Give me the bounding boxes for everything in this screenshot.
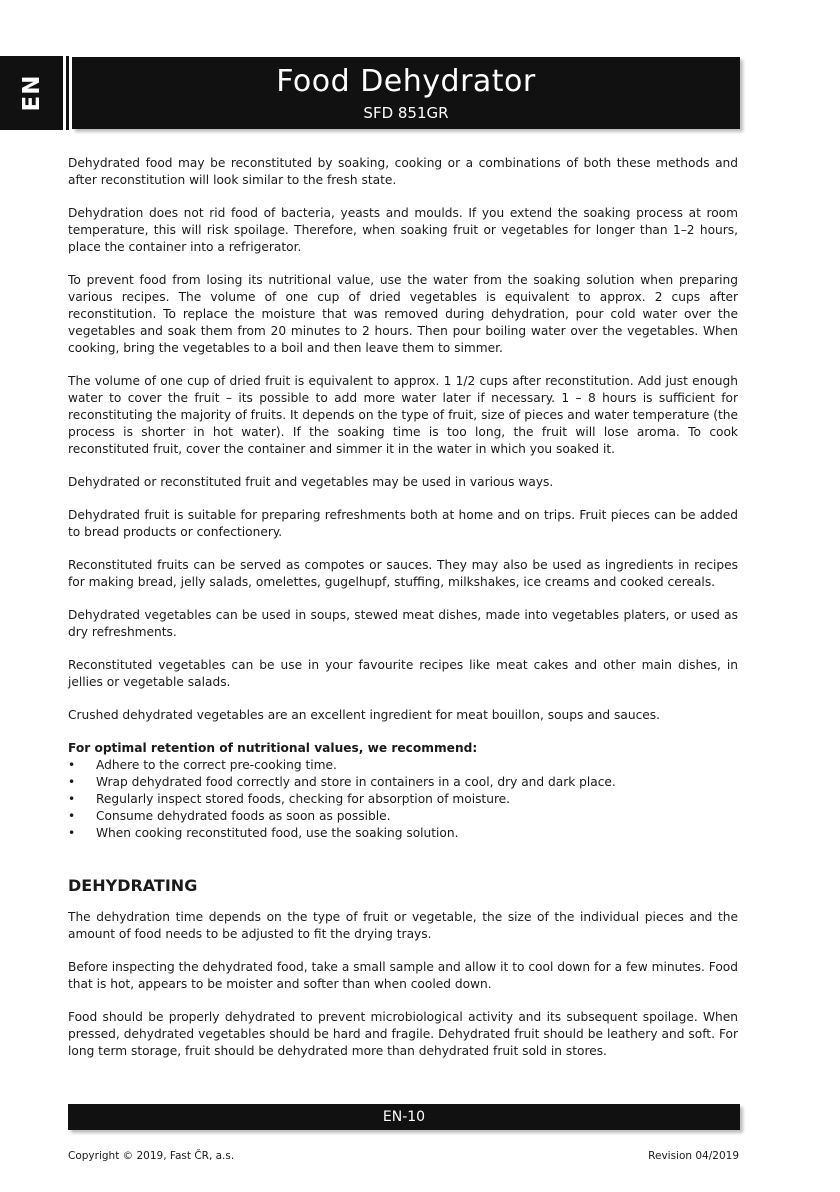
copyright-text: Copyright © 2019, Fast ČR, a.s. <box>68 1150 235 1162</box>
bullet-icon: • <box>68 826 76 840</box>
paragraph: Dehydrated food may be reconstituted by soaking, cooking or a combinations of both these methods and after reconstitution will look similar to the fresh state. <box>68 156 738 187</box>
header-divider <box>66 56 69 130</box>
bullet-icon: • <box>68 758 76 772</box>
section-heading: DEHYDRATING <box>68 876 198 895</box>
recommend-heading: For optimal retention of nutritional values, we recommend: <box>68 741 478 755</box>
page-number-bar <box>68 1104 740 1130</box>
language-tab <box>0 56 63 130</box>
list-item <box>68 791 738 808</box>
paragraph: Reconstituted vegetables can be use in your favourite recipes like meat cakes and other main dishes, in jellies or vegetable salads. <box>68 658 738 689</box>
list-item <box>68 808 738 825</box>
recommend-list <box>68 757 738 842</box>
language-label: EN <box>18 74 45 112</box>
bullet-icon: • <box>68 792 76 806</box>
paragraph: Dehydrated or reconstituted fruit and vegetables may be used in various ways. <box>68 475 554 489</box>
paragraph: Food should be properly dehydrated to prevent microbiological activity and its subsequent spoilage. When pressed, dehydrated vegetables should be hard and fragile. Dehydrated fruit should be leathery and soft. For long term storage, fruit should be dehydrated more than dehydrated fruit sold in stores. <box>68 1010 738 1058</box>
revision-text: Revision 04/2019 <box>648 1150 739 1162</box>
list-item <box>68 825 738 842</box>
paragraph: Before inspecting the dehydrated food, take a small sample and allow it to cool down for a few minutes. Food that is hot, appears to be moister and softer than when cooled down. <box>68 960 738 991</box>
model-number: SFD 851GR <box>363 104 449 122</box>
page-number: EN-10 <box>382 1109 426 1125</box>
bullet-icon: • <box>68 809 76 823</box>
paragraph: Dehydrated fruit is suitable for preparing refreshments both at home and on trips. Fruit pieces can be added to bread products or confectionery. <box>68 508 738 539</box>
list-item-text: Wrap dehydrated food correctly and store in containers in a cool, dry and dark place. <box>96 775 616 789</box>
document-title: Food Dehydrator <box>276 64 536 99</box>
main-content <box>68 155 738 1076</box>
paragraph: The volume of one cup of dried fruit is equivalent to approx. 1 1/2 cups after reconstitution. Add just enough water to cover the fruit – its possible to add more water later if necessary. 1 – 8 hours is sufficient for reconstituting the majority of fruits. It depends on the type of fruit, size of pieces and water temperature (the process is shorter in hot water). If the soaking time is too long, the fruit will lose aroma. To cook reconstituted fruit, cover the container and simmer it in the water in which you soaked it. <box>68 374 738 456</box>
paragraph: Dehydrated vegetables can be used in soups, stewed meat dishes, made into vegetables platers, or used as dry refreshments. <box>68 608 738 639</box>
list-item-text: When cooking reconstituted food, use the soaking solution. <box>96 826 459 840</box>
list-item <box>68 774 738 791</box>
bullet-icon: • <box>68 775 76 789</box>
list-item-text: Adhere to the correct pre-cooking time. <box>96 758 337 772</box>
paragraph: Reconstituted fruits can be served as compotes or sauces. They may also be used as ingredients in recipes for making bread, jelly salads, omelettes, gugelhupf, stuffing, milkshakes, ice creams and cooked cereals. <box>68 558 738 589</box>
paragraph: Crushed dehydrated vegetables are an excellent ingredient for meat bouillon, soups and sauces. <box>68 708 660 722</box>
paragraph: The dehydration time depends on the type of fruit or vegetable, the size of the individual pieces and the amount of food needs to be adjusted to fit the drying trays. <box>68 910 738 941</box>
paragraph: Dehydration does not rid food of bacteria, yeasts and moulds. If you extend the soaking process at room temperature, this will risk spoilage. Therefore, when soaking fruit or vegetables for longer than 1–2 hours, place the container into a refrigerator. <box>68 206 738 254</box>
header-bar <box>72 57 740 129</box>
paragraph: To prevent food from losing its nutritional value, use the water from the soaking solution when preparing various recipes. The volume of one cup of dried vegetables is equivalent to approx. 2 cups after reconstitution. To replace the moisture that was removed during dehydration, pour cold water over the vegetables and soak them from 20 minutes to 2 hours. Then pour boiling water over the vegetables. When cooking, bring the vegetables to a boil and then leave them to simmer. <box>68 273 738 355</box>
list-item <box>68 757 738 774</box>
list-item-text: Regularly inspect stored foods, checking for absorption of moisture. <box>96 792 511 806</box>
list-item-text: Consume dehydrated foods as soon as possible. <box>96 809 391 823</box>
